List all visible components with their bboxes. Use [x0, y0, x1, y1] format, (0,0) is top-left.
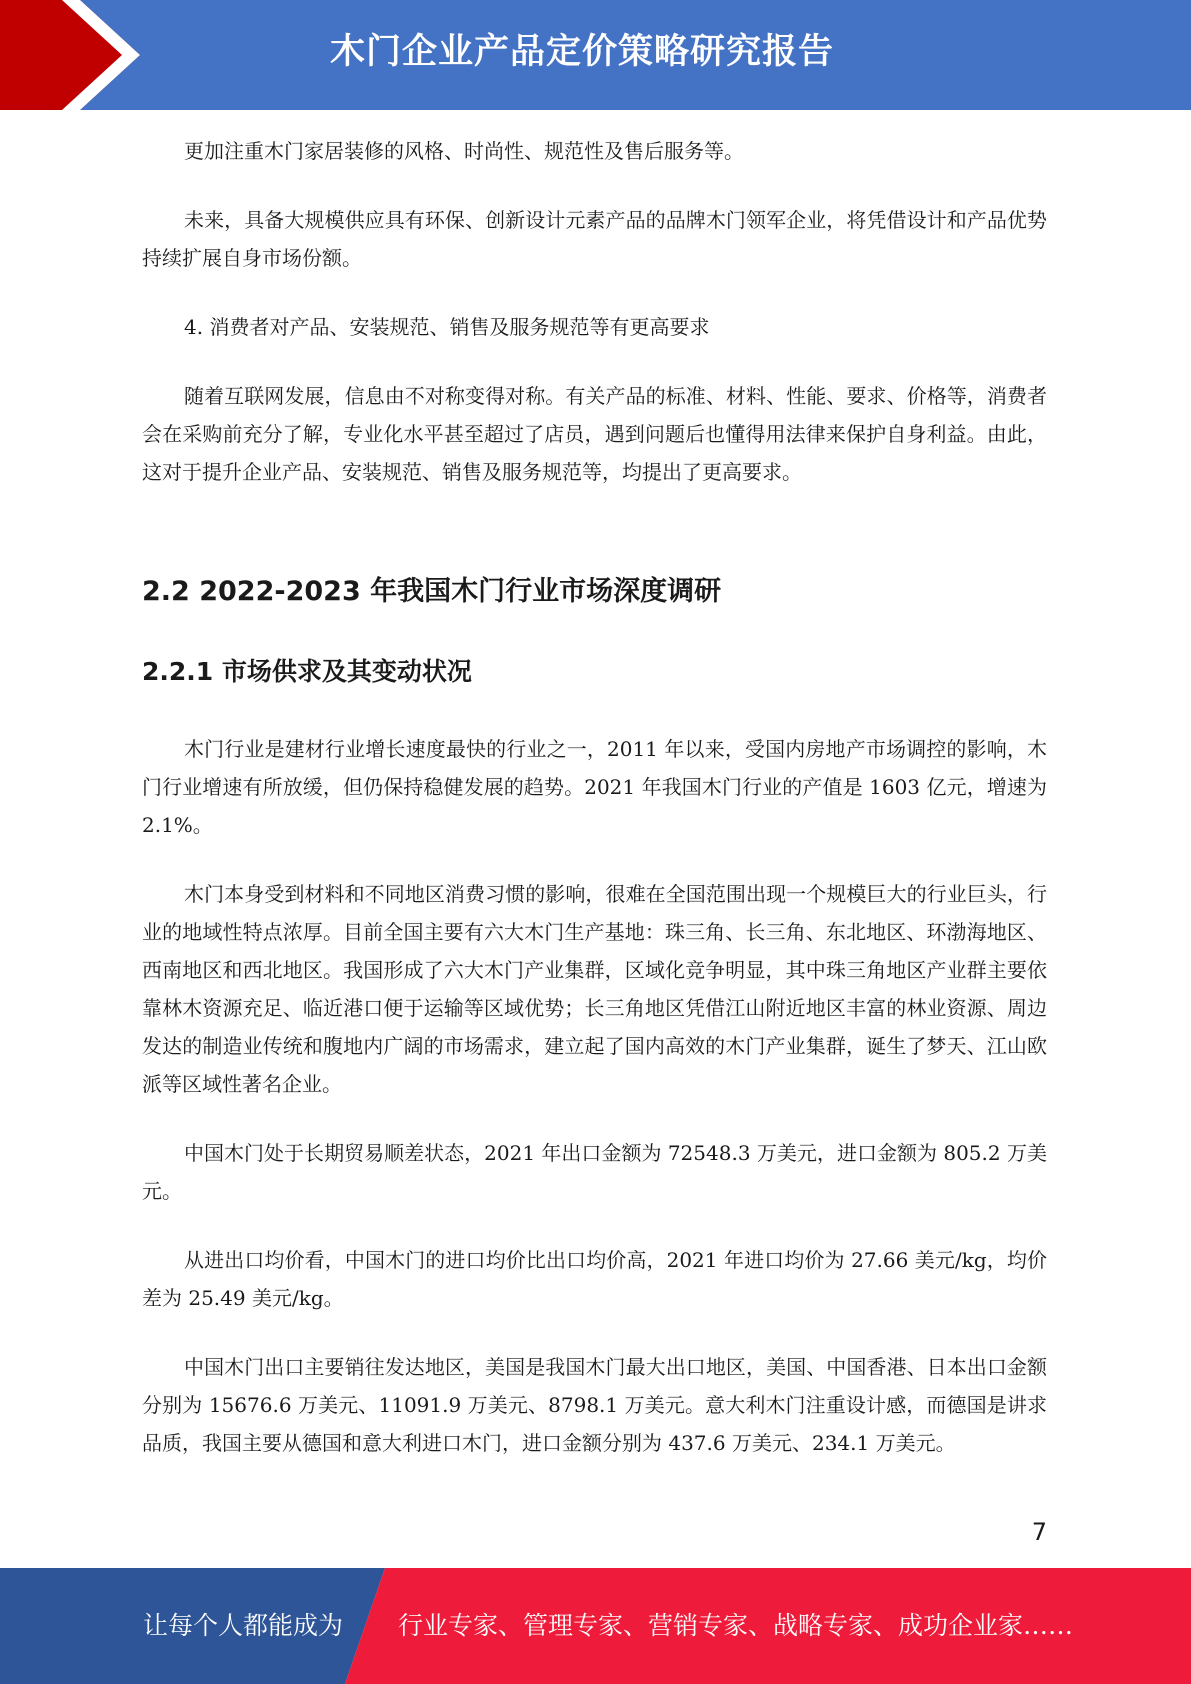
- page-header: [0, 0, 1191, 110]
- section-heading-2-2: 2.2 2022-2023 年我国木门行业市场深度调研: [142, 576, 722, 607]
- document-body: [142, 132, 1047, 1493]
- paragraph-future-leaders: 未来，具备大规模供应具有环保、创新设计元素产品的品牌木门领军企业，将凭借设计和产品优势持续扩展自身市场份额。: [142, 208, 1047, 270]
- footer-slogan-right: 行业专家、管理专家、营销专家、战略专家、成功企业家……: [398, 1611, 1074, 1640]
- section-heading-2-2-1: 2.2.1 市场供求及其变动状况: [142, 657, 472, 686]
- report-title: 木门企业产品定价策略研究报告: [330, 32, 835, 72]
- paragraph-regional-clusters: 木门本身受到材料和不同地区消费习惯的影响，很难在全国范围出现一个规模巨大的行业巨头，行业的地域性特点浓厚。目前全国主要有六大木门生产基地：珠三角、长三角、东北地区、环渤海地区、西南地区和西北地区。我国形成了六大木门产业集群，区域化竞争明显，其中珠三角地区产业群主要依靠林木资源充足、临近港口便于运输等区域优势；长三角地区凭借江山附近地区丰富的林业资源、周边发达的制造业传统和腹地内广阔的市场需求，建立起了国内高效的木门产业集群，诞生了梦天、江山欧派等区域性著名企业。: [142, 882, 1047, 1096]
- paragraph-style-service: 更加注重木门家居装修的风格、时尚性、规范性及售后服务等。: [184, 139, 744, 163]
- header-chevron-decoration: [0, 0, 160, 110]
- list-item-4: 4. 消费者对产品、安装规范、销售及服务规范等有更高要求: [184, 315, 710, 339]
- page-footer: [0, 1568, 1191, 1684]
- paragraph-internet-consumers: 随着互联网发展，信息由不对称变得对称。有关产品的标准、材料、性能、要求、价格等，消费者会在采购前充分了解，专业化水平甚至超过了店员，遇到问题后也懂得用法律来保护自身利益。由此，这对于提升企业产品、安装规范、销售及服务规范等，均提出了更高要求。: [142, 384, 1047, 484]
- footer-slogan-left: 让每个人都能成为: [143, 1611, 344, 1640]
- paragraph-trade-surplus: 中国木门处于长期贸易顺差状态，2021 年出口金额为 72548.3 万美元，进口金额为 805.2 万美元。: [142, 1141, 1047, 1203]
- paragraph-industry-growth: 木门行业是建材行业增长速度最快的行业之一，2011 年以来，受国内房地产市场调控的影响，木门行业增速有所放缓，但仍保持稳健发展的趋势。2021 年我国木门行业的产值是 1603 亿元，增速为 2.1%。: [142, 737, 1047, 837]
- paragraph-average-price: 从进出口均价看，中国木门的进口均价比出口均价高，2021 年进口均价为 27.66 美元/kg，均价差为 25.49 美元/kg。: [142, 1248, 1047, 1310]
- paragraph-export-markets: 中国木门出口主要销往发达地区，美国是我国木门最大出口地区，美国、中国香港、日本出口金额分别为 15676.6 万美元、11091.9 万美元、8798.1 万美元。意大利木门注重设计感，而德国是讲求品质，我国主要从德国和意大利进口木门，进口金额分别为 437.6 万美元、234.1 万美元。: [142, 1355, 1047, 1455]
- page-number: 7: [1031, 1518, 1047, 1546]
